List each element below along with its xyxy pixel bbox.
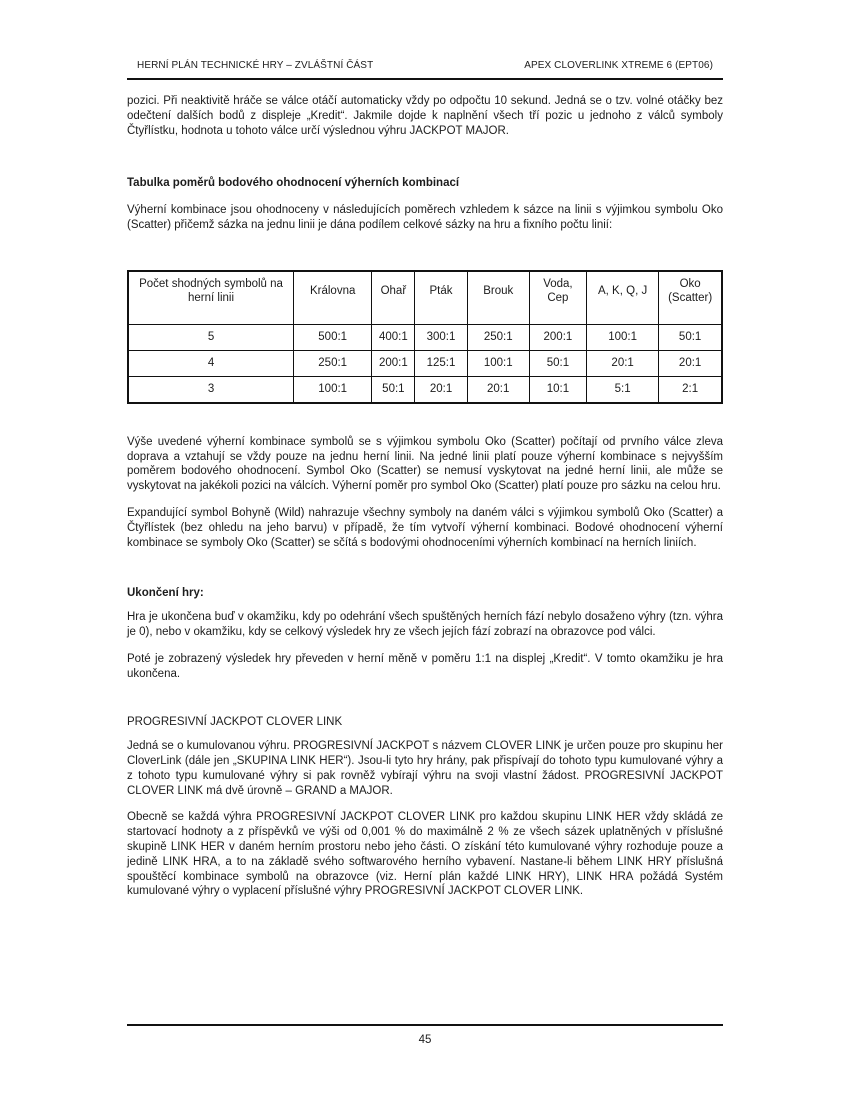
heading-payout-table: Tabulka poměrů bodového ohodnocení výherních kombinací <box>127 177 460 190</box>
header-right-title: APEX CLOVERLINK XTREME 6 (EPT06) <box>524 60 713 71</box>
table-cell: 400:1 <box>372 325 415 351</box>
paragraph-win-combinations: Výše uvedené výherní kombinace symbolů se s výjimkou symbolu Oko (Scatter) počítají od prvního válce zleva doprava a vztahují se vždy pouze na jednu herní linii. Na jedné linii platí pouze výherní kombinace s nejvyšším poměrem bodového ohodnocení. Symbol Oko (Scatter) se nemusí vyskytovat na jedné herní linii, ale může se vyskytovat na jakékoli pozici na válcích. Výherní poměr pro symbol Oko (Scatter) platí pouze pro sázku na celou hru. <box>127 435 723 493</box>
table-cell: 20:1 <box>415 377 467 403</box>
table-cell: 500:1 <box>294 325 372 351</box>
table-cell: 10:1 <box>529 377 586 403</box>
table-cell: 50:1 <box>529 351 586 377</box>
paragraph-wild-symbol: Expandující symbol Bohyně (Wild) nahrazuje všechny symboly na daném válci s výjimkou symbolů Oko (Scatter) a Čtyřlístek (bez ohledu na jeho barvu) v případě, že tím vytvoří výherní kombinaci. Bodové ohodnocení výherní kombinace se symboly Oko (Scatter) se sčítá s bodovými ohodnoceními výherních kombinací na herních liniích. <box>127 506 723 549</box>
table-cell: 50:1 <box>659 325 722 351</box>
paragraph-ratios-intro: Výherní kombinace jsou ohodnoceny v následujících poměrech vzhledem k sázce na linii s výjimkou symbolu Oko (Scatter) přičemž sázka na jednu linii je dána podílem celkové sázky na hru a fixního počtu linií: <box>127 204 723 231</box>
table-cell: 20:1 <box>467 377 529 403</box>
table-col-header-bird: Pták <box>415 271 467 325</box>
payout-table-header-row <box>128 271 722 325</box>
heading-game-end: Ukončení hry: <box>127 587 204 600</box>
table-row-3-matches <box>128 377 722 403</box>
table-col-header-akqj: A, K, Q, J <box>587 271 659 325</box>
table-cell: 300:1 <box>415 325 467 351</box>
table-cell: 4 <box>128 351 294 377</box>
paragraph-intro: pozici. Při neaktivitě hráče se válce otáčí automaticky vždy po odpočtu 10 sekund. Jedná se o tzv. volné otáčky bez odečtení dalších bodů z displeje „Kredit“. Jakmile dojde k naplnění všech tří pozic u jednoho z válců symboly Čtyřlístku, hodnota u tohoto válce určí výslednou výhru JACKPOT MAJOR. <box>127 95 723 137</box>
table-cell: 3 <box>128 377 294 403</box>
table-cell: 250:1 <box>294 351 372 377</box>
table-cell: 20:1 <box>659 351 722 377</box>
table-row-5-matches <box>128 325 722 351</box>
page-content <box>127 0 723 899</box>
table-cell: 125:1 <box>415 351 467 377</box>
table-cell: 250:1 <box>467 325 529 351</box>
table-cell: 2:1 <box>659 377 722 403</box>
table-cell: 200:1 <box>372 351 415 377</box>
table-cell: 50:1 <box>372 377 415 403</box>
paragraph-game-end-2: Poté je zobrazený výsledek hry převeden v herní měně v poměru 1:1 na displej „Kredit“. V tomto okamžiku je hra ukončena. <box>127 652 723 680</box>
table-cell: 5 <box>128 325 294 351</box>
table-cell: 100:1 <box>294 377 372 403</box>
table-cell: 5:1 <box>587 377 659 403</box>
page-header <box>127 60 723 80</box>
table-row-4-matches <box>128 351 722 377</box>
paragraph-game-end-1: Hra je ukončena buď v okamžiku, kdy po odehrání všech spuštěných herních fází nebylo dosaženo výhry (tzn. výhra je 0), nebo v okamžiku, kdy se celkový výsledek hry ze všech jejích fází zobrazí na obrazovce pod válci. <box>127 611 723 638</box>
paragraph-jackpot-1: Jedná se o kumulovanou výhru. PROGRESIVNÍ JACKPOT s názvem CLOVER LINK je určen pouze pro skupinu her CloverLink (dále jen „SKUPINA LINK HER“). Jsou-li tyto hry hrány, pak přispívají do tohoto typu kumulované výhry a z tohoto typu kumulované výhry si pak rovněž vybírají výhru na svoji vlastní žádost. PROGRESIVNÍ JACKPOT CLOVER LINK má dvě úrovně – GRAND a MAJOR. <box>127 740 723 797</box>
table-col-header-hound: Ohař <box>372 271 415 325</box>
table-col-header-water-flail: Voda, Cep <box>529 271 586 325</box>
heading-progressive-jackpot: PROGRESIVNÍ JACKPOT CLOVER LINK <box>127 716 343 729</box>
table-col-header-queen: Královna <box>294 271 372 325</box>
table-col-header-symbol-count: Počet shodných symbolů na herní linii <box>128 271 294 325</box>
page-number: 45 <box>418 1034 432 1046</box>
table-cell: 100:1 <box>587 325 659 351</box>
footer-rule <box>127 1024 723 1026</box>
table-col-header-scatter: Oko (Scatter) <box>659 271 722 325</box>
paragraph-jackpot-2: Obecně se každá výhra PROGRESIVNÍ JACKPOT CLOVER LINK pro každou skupinu LINK HER vždy skládá ze startovací hodnoty a z příspěvků ve výši od 0,001 % do maximálně 2 % ze všech sázek uplatněných v příslušné skupině LINK HER v daném herním prostoru nebo jeho části. O získání této kumulované výhry rozhoduje pouze a jedině LINK HRA, a to na základě svého softwarového herního vybavení. Nastane-li během LINK HRY příslušná spouštěcí kombinace symbolů na obrazovce (viz. Herní plán každé LINK HRY), LINK HRA požádá Systém kumulované výhry o vyplacení příslušné výhry PROGRESIVNÍ JACKPOT CLOVER LINK. <box>127 811 723 898</box>
payout-table <box>127 270 723 404</box>
header-left-title: HERNÍ PLÁN TECHNICKÉ HRY – ZVLÁŠTNÍ ČÁST <box>137 60 374 71</box>
table-cell: 100:1 <box>467 351 529 377</box>
table-cell: 200:1 <box>529 325 586 351</box>
table-col-header-beetle: Brouk <box>467 271 529 325</box>
table-cell: 20:1 <box>587 351 659 377</box>
